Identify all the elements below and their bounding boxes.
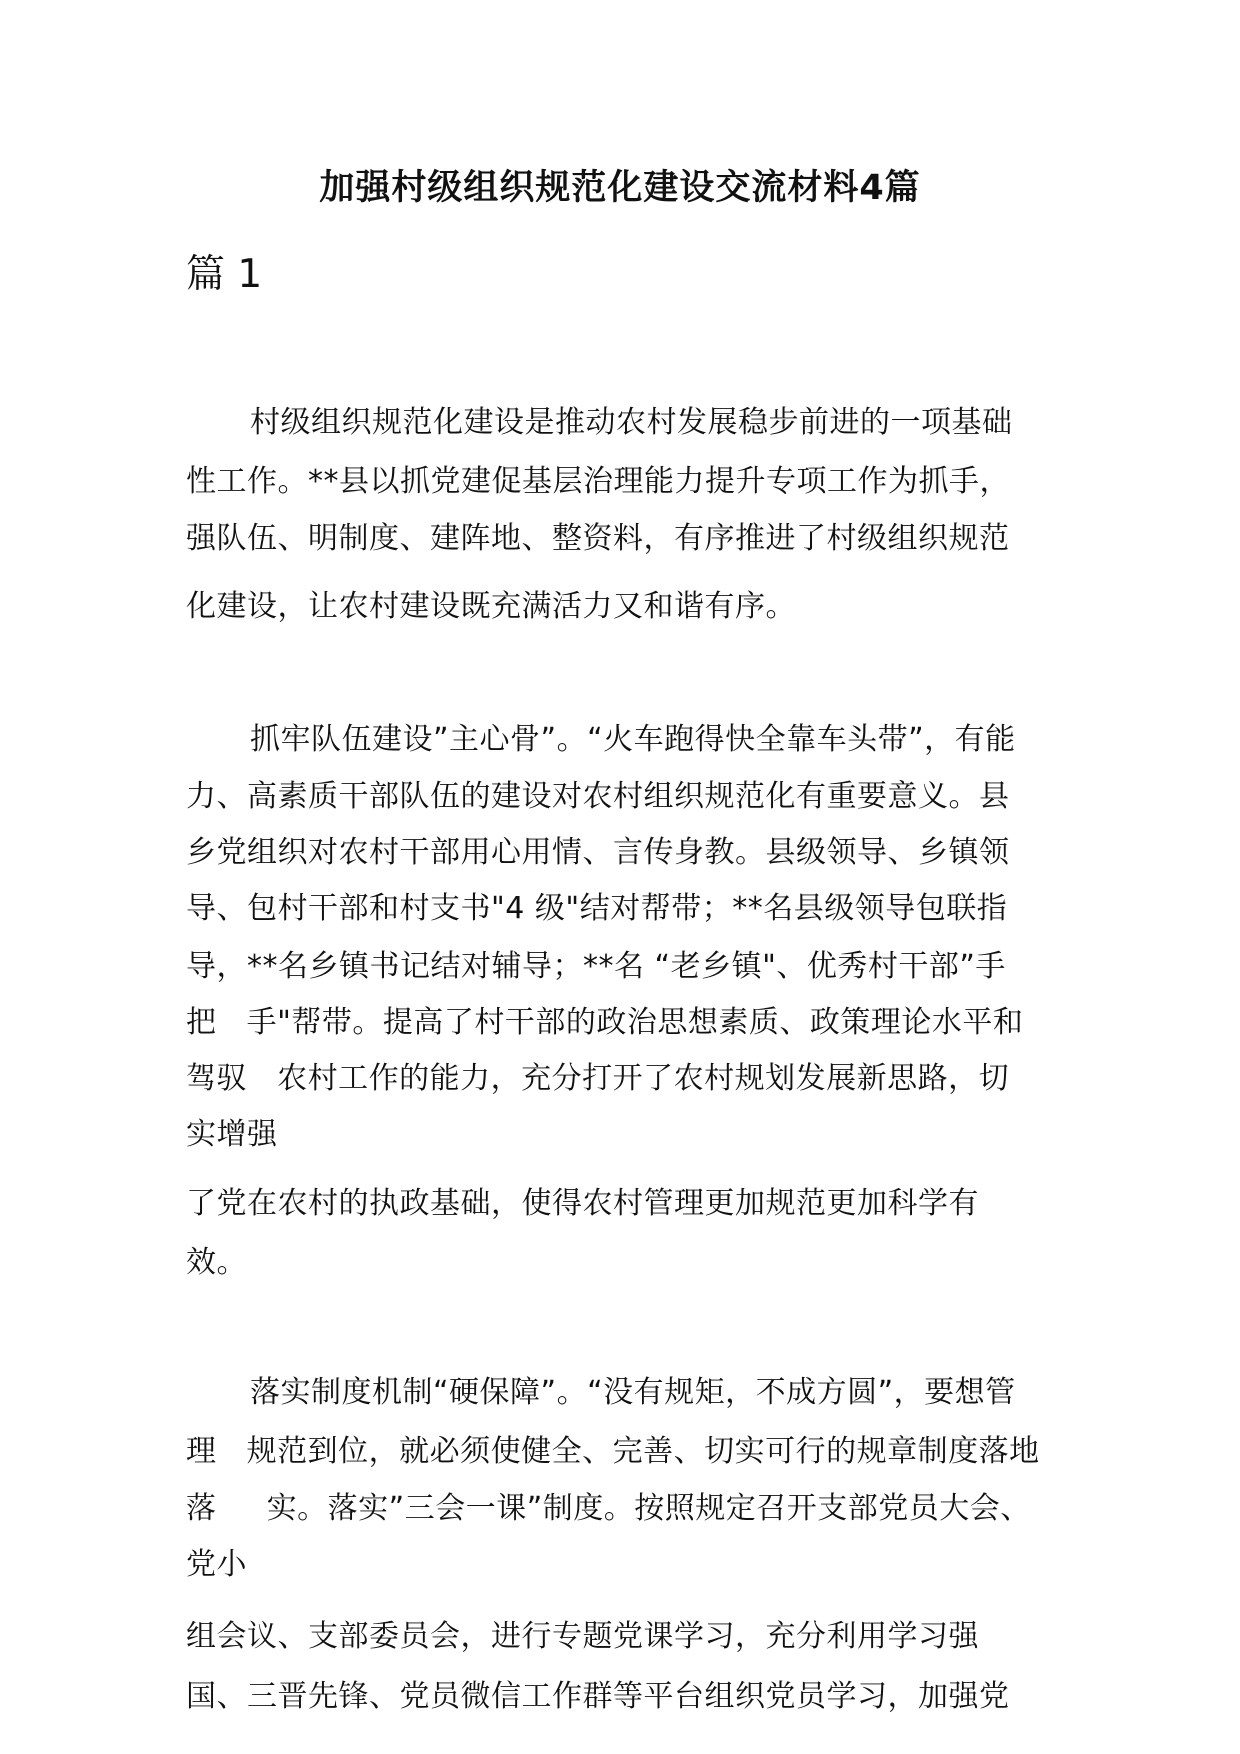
paragraph-1-line: 化建设，让农村建设既充满活力又和谐有序。 [186, 589, 796, 624]
paragraph-3-line: 组会议、支部委员会，进行专题党课学习，充分利用学习强 [186, 1619, 979, 1654]
section-heading: 篇 1 [186, 252, 263, 297]
paragraph-2-line: 力、高素质干部队伍的建设对农村组织规范化有重要意义。县 [186, 779, 1010, 814]
paragraph-2-line: 导、包村干部和村支书"4 级"结对帮带；**名县级领导包联指 [186, 891, 1008, 926]
paragraph-2-line: 把 手"帮带。提高了村干部的政治思想素质、政策理论水平和 [186, 1005, 1024, 1040]
paragraph-2-line: 导，**名乡镇书记结对辅导；**名 “老乡镇"、优秀村干部”手 [186, 949, 1006, 984]
paragraph-3-line: 国、三晋先锋、党员微信工作群等平台组织党员学习，加强党 [186, 1679, 1010, 1714]
paragraph-1-line: 村级组织规范化建设是推动农村发展稳步前进的一项基础 [250, 405, 1013, 440]
paragraph-1-line: 强队伍、明制度、建阵地、整资料，有序推进了村级组织规范 [186, 521, 1010, 556]
paragraph-2-line: 驾驭 农村工作的能力，充分打开了农村规划发展新思路，切 [186, 1061, 1010, 1096]
paragraph-3-line: 落实制度机制“硬保障”。“没有规矩，不成方圆”，要想管 [250, 1375, 1016, 1410]
paragraph-2-line: 抓牢队伍建设”主心骨”。“火车跑得快全靠车头带”，有能 [250, 722, 1016, 757]
paragraph-2-line: 效。 [186, 1245, 247, 1280]
paragraph-3-line: 落 实。落实”三会一课”制度。按照规定召开支部党员大会、 [186, 1491, 1031, 1526]
paragraph-2-line: 实增强 [186, 1117, 278, 1152]
paragraph-3-line: 理 规范到位，就必须使健全、完善、切实可行的规章制度落地 [186, 1434, 1040, 1469]
paragraph-3-line: 党小 [186, 1547, 247, 1582]
paragraph-1-line: 性工作。**县以抓党建促基层治理能力提升专项工作为抓手， [186, 464, 1010, 499]
document-title: 加强村级组织规范化建设交流材料4篇 [319, 168, 921, 208]
paragraph-2-line: 乡党组织对农村干部用心用情、言传身教。县级领导、乡镇领 [186, 835, 1010, 870]
paragraph-2-line: 了党在农村的执政基础，使得农村管理更加规范更加科学有 [186, 1186, 979, 1221]
